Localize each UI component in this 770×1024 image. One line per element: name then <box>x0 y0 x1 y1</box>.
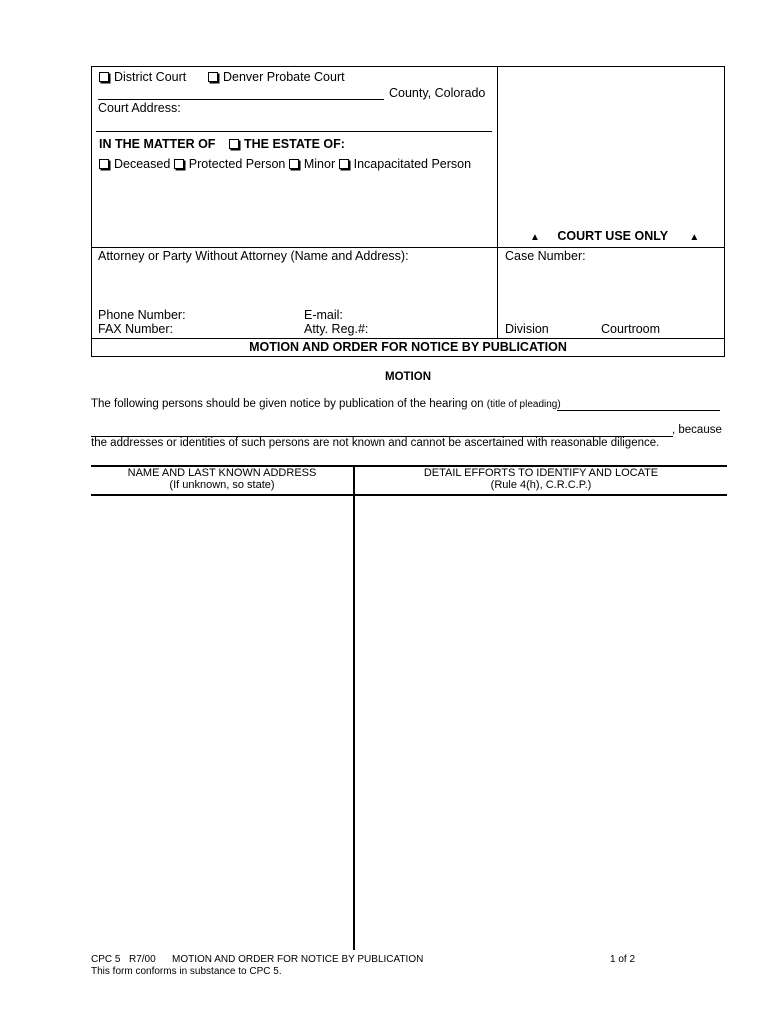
county-blank[interactable] <box>98 99 384 100</box>
motion-heading: MOTION <box>385 371 431 383</box>
col2-header-sub: (Rule 4(h), C.R.C.P.) <box>490 479 592 491</box>
estate-option <box>229 137 345 151</box>
court-use-only <box>530 229 699 243</box>
table-column-divider <box>353 465 355 950</box>
denver-probate-option <box>208 70 345 84</box>
footer-conforms: This form conforms in substance to CPC 5. <box>91 966 282 977</box>
caption-divider-attorney <box>91 247 725 248</box>
footer-page: 1 of 2 <box>610 954 636 965</box>
estate-checkbox[interactable] <box>229 139 239 149</box>
col2-header-title: DETAIL EFFORTS TO IDENTIFY AND LOCATE <box>423 467 659 479</box>
col2-header <box>355 467 727 491</box>
pleading-title-blank[interactable] <box>557 410 720 411</box>
person-type-options <box>99 157 471 171</box>
fax-label: FAX Number: <box>98 322 174 336</box>
up-arrow-icon: ▲ <box>689 232 700 243</box>
motion-line-2: the addresses or identities of such persons are not known and cannot be ascertained with reasonable diligence. <box>91 437 660 449</box>
footer-revision: R7/00 <box>129 954 156 965</box>
incapacitated-checkbox[interactable] <box>339 159 349 169</box>
denver-probate-checkbox[interactable] <box>208 72 218 82</box>
denver-probate-label: Denver Probate Court <box>223 70 345 84</box>
minor-label: Minor <box>303 157 336 171</box>
protected-person-checkbox[interactable] <box>174 159 184 169</box>
matter-rule <box>96 131 492 132</box>
efforts-cell[interactable] <box>357 497 725 947</box>
motion-line-1 <box>91 398 561 410</box>
court-use-only-label: COURT USE ONLY <box>557 229 668 243</box>
phone-label: Phone Number: <box>98 308 186 322</box>
caption-box <box>91 66 725 357</box>
incapacitated-label: Incapacitated Person <box>353 157 472 171</box>
footer-title: MOTION AND ORDER FOR NOTICE BY PUBLICATION <box>172 954 424 965</box>
estate-label: THE ESTATE OF: <box>244 137 345 151</box>
caption-divider-vertical <box>497 66 498 338</box>
court-address-label: Court Address: <box>98 101 181 115</box>
division-label: Division <box>505 322 549 336</box>
name-address-cell[interactable] <box>92 497 351 947</box>
up-arrow-icon: ▲ <box>530 232 540 243</box>
form-title: MOTION AND ORDER FOR NOTICE BY PUBLICATION <box>249 340 567 354</box>
county-colorado-label: County, Colorado <box>389 86 486 100</box>
atty-reg-label: Atty. Reg.#: <box>304 322 369 336</box>
title-of-pleading-label: (title of pleading) <box>486 399 561 410</box>
email-label: E-mail: <box>304 308 343 322</box>
case-number-label: Case Number: <box>505 249 586 263</box>
col1-header-sub: (If unknown, so state) <box>169 479 275 491</box>
col1-header <box>91 467 353 491</box>
because-label: , because <box>672 424 722 436</box>
district-court-option <box>99 70 186 84</box>
deceased-label: Deceased <box>114 157 171 171</box>
courtroom-label: Courtroom <box>601 322 661 336</box>
deceased-checkbox[interactable] <box>99 159 109 169</box>
table-header-rule <box>91 494 727 496</box>
minor-checkbox[interactable] <box>289 159 299 169</box>
attorney-label: Attorney or Party Without Attorney (Name and Address): <box>98 249 409 263</box>
district-court-checkbox[interactable] <box>99 72 109 82</box>
district-court-label: District Court <box>114 70 187 84</box>
in-the-matter-of-label: IN THE MATTER OF <box>99 137 216 151</box>
footer-form-code: CPC 5 <box>91 954 121 965</box>
caption-divider-title <box>91 338 725 339</box>
protected-person-label: Protected Person <box>188 157 286 171</box>
motion-text-1: The following persons should be given notice by publication of the hearing on <box>91 398 484 410</box>
col1-header-title: NAME AND LAST KNOWN ADDRESS <box>127 467 317 479</box>
